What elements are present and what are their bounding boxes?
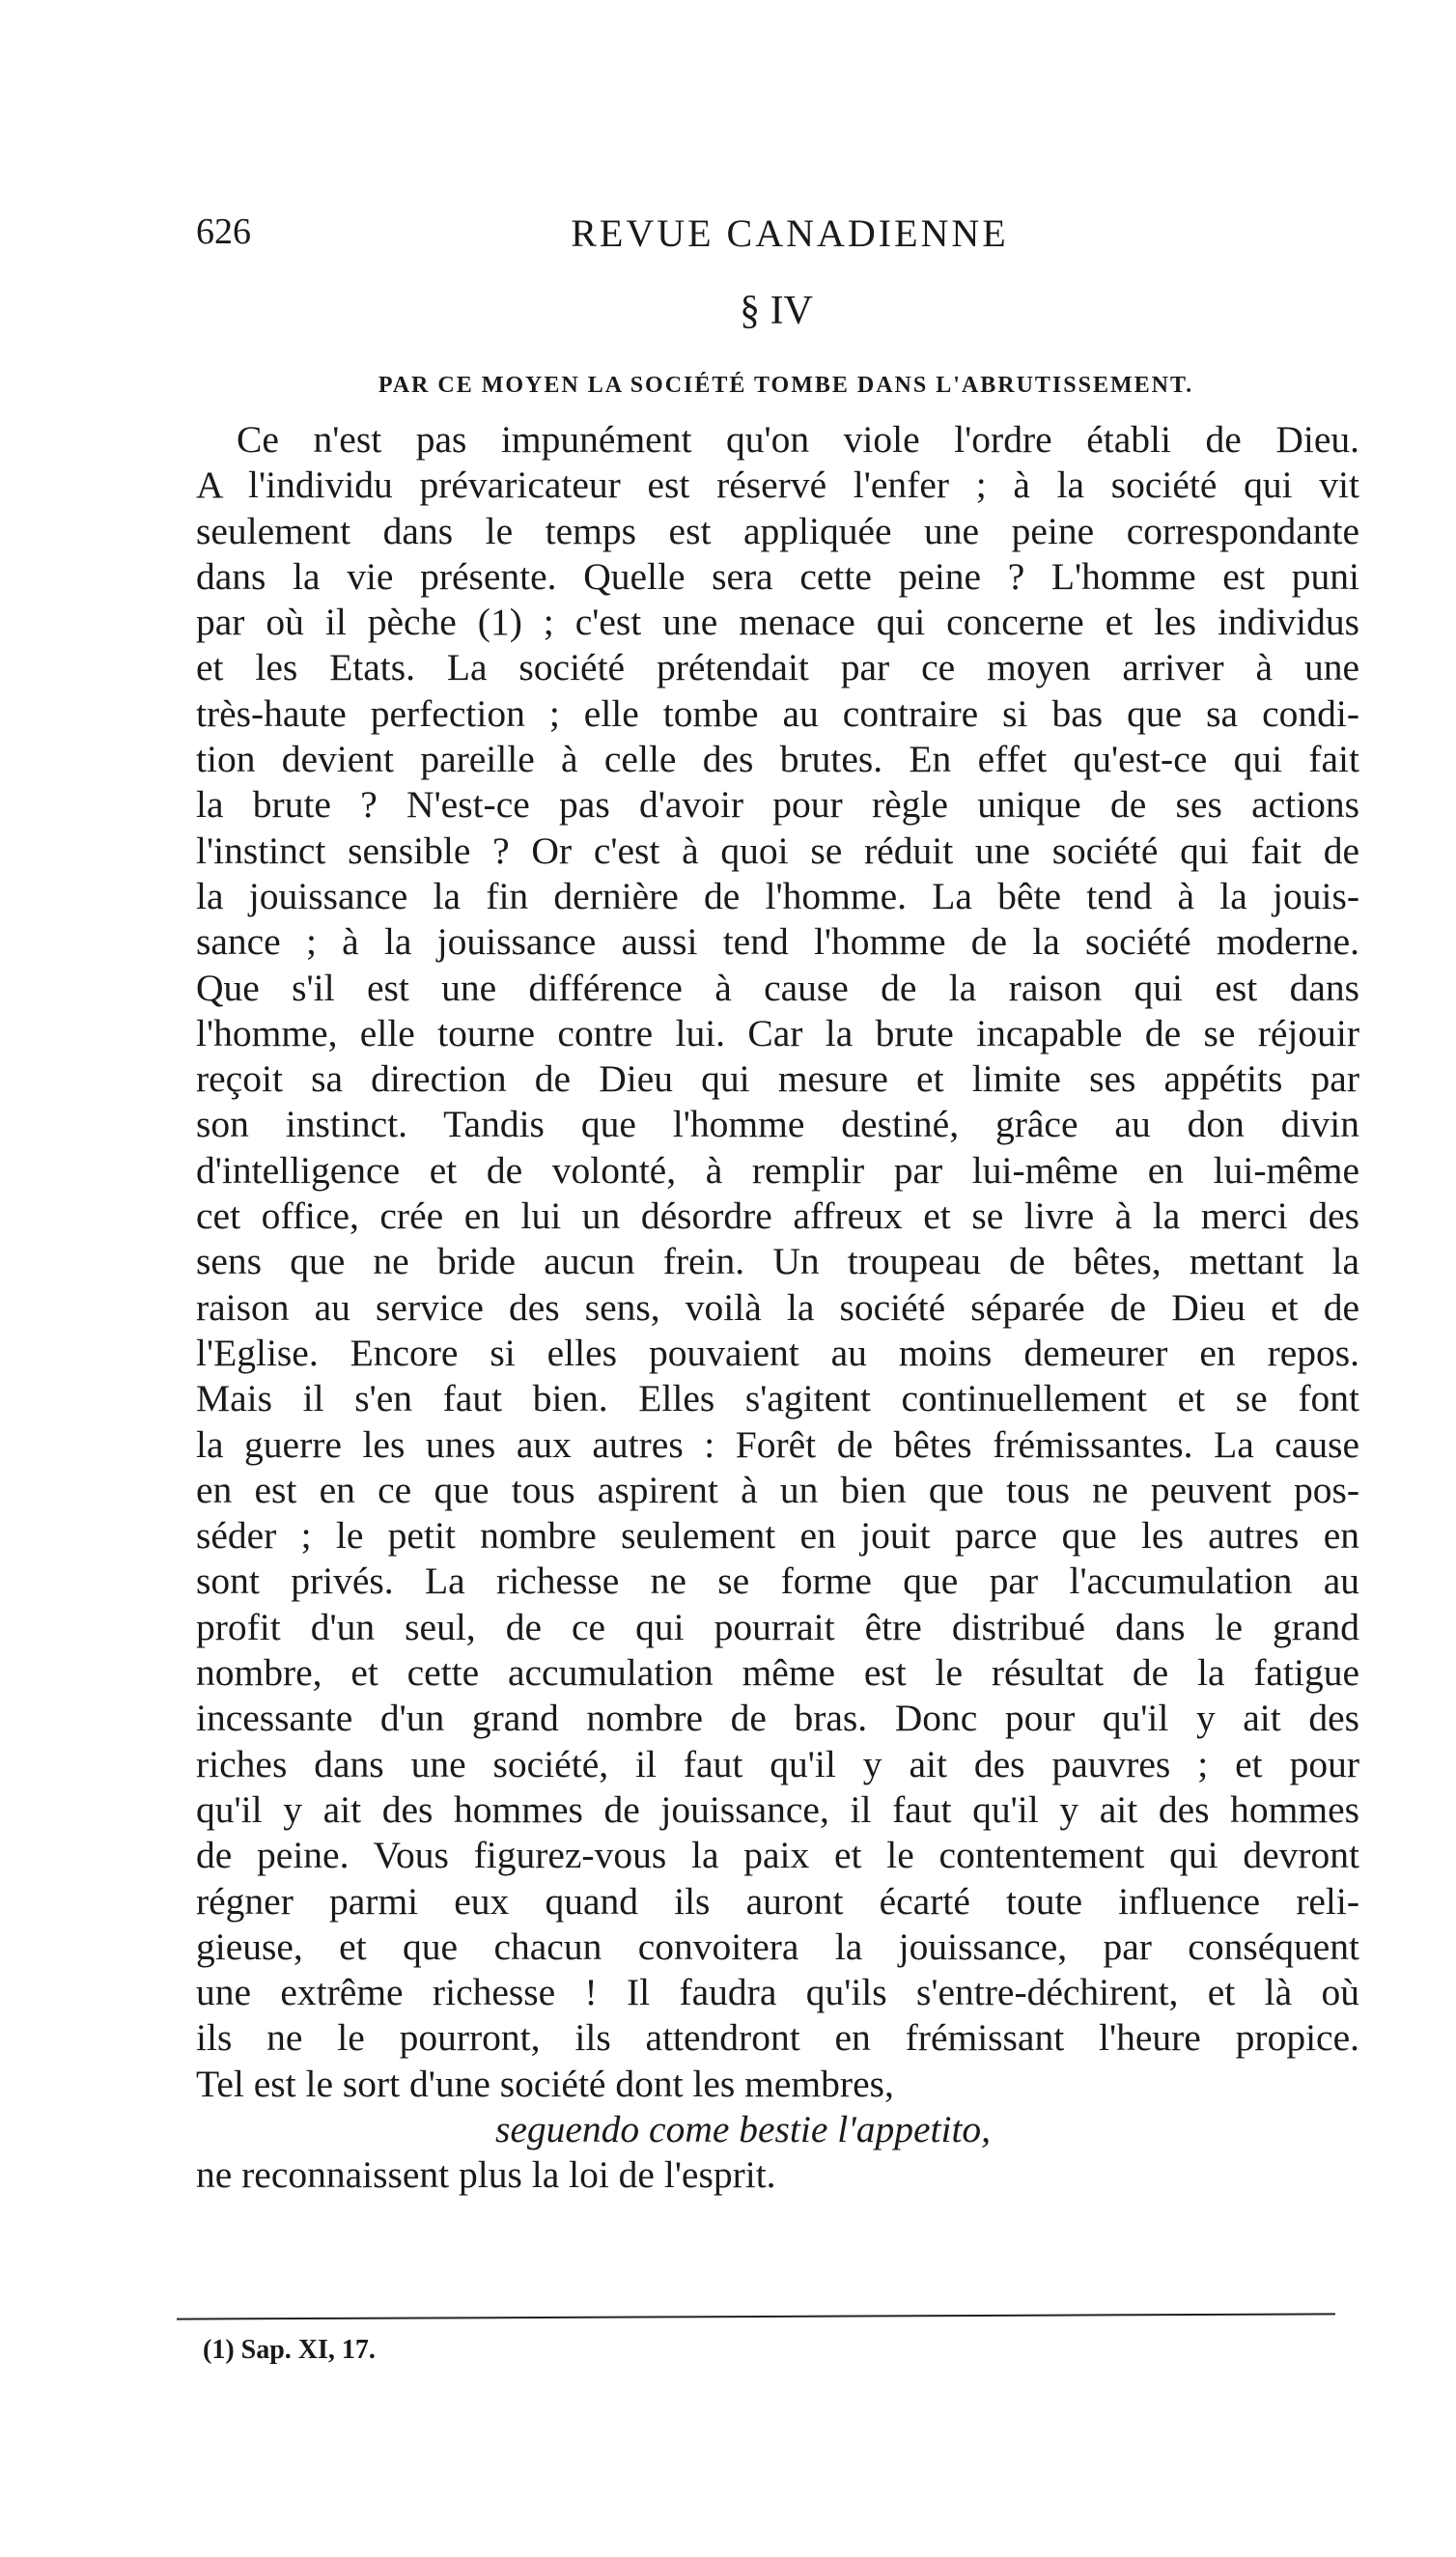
- text-line: par où il pèche (1) ; c'est une menace qui concerne et les individus: [196, 601, 1359, 644]
- text-line: et les Etats. La société prétendait par ce moyen arriver à une: [196, 646, 1359, 689]
- text-line: A l'individu prévaricateur est réservé l'enfer ; à la société qui vit: [196, 464, 1359, 507]
- text-line: sont privés. La richesse ne se forme que par l'accumulation au: [196, 1559, 1359, 1603]
- text-line: Mais il s'en faut bien. Elles s'agitent continuellement et se font: [196, 1377, 1359, 1420]
- section-number: § IV: [740, 289, 813, 333]
- text-line: l'Eglise. Encore si elles pouvaient au moins demeurer en repos.: [196, 1331, 1359, 1374]
- text-line: riches dans une société, il faut qu'il y ait des pauvres ; et pour: [196, 1742, 1359, 1785]
- text-line: tion devient pareille à celle des brutes. En effet qu'est-ce qui fait: [196, 738, 1359, 781]
- footnote-divider: [177, 2313, 1335, 2319]
- body-text: [196, 417, 1359, 2199]
- verse-quote: seguendo come bestie l'appetito,: [495, 2107, 992, 2150]
- text-line: séder ; le petit nombre seulement en jouit parce que les autres en: [196, 1514, 1359, 1558]
- text-line: l'homme, elle tourne contre lui. Car la brute incapable de se réjouir: [196, 1011, 1359, 1054]
- text-line: incessante d'un grand nombre de bras. Donc pour qu'il y ait des: [196, 1697, 1359, 1740]
- text-line: en est en ce que tous aspirent à un bien que tous ne peuvent pos-: [196, 1468, 1359, 1511]
- text-line: la jouissance la fin dernière de l'homme. La bête tend à la jouis-: [196, 874, 1359, 917]
- text-line: raison au service des sens, voilà la société séparée de Dieu et de: [196, 1285, 1359, 1329]
- text-line: dans la vie présente. Quelle sera cette peine ? L'homme est puni: [196, 554, 1359, 598]
- text-line: Que s'il est une différence à cause de la raison qui est dans: [196, 966, 1359, 1009]
- text-line: profit d'un seul, de ce qui pourrait être distribué dans le grand: [196, 1605, 1359, 1648]
- footnote: (1) Sap. XI, 17.: [203, 2335, 376, 2365]
- text-line: ils ne le pourront, ils attendront en frémissant l'heure propice.: [196, 2016, 1359, 2060]
- text-line: reçoit sa direction de Dieu qui mesure et limite ses appétits par: [196, 1057, 1359, 1101]
- page-number: 626: [196, 211, 251, 252]
- text-line: sance ; à la jouissance aussi tend l'homme de la société moderne.: [196, 920, 1359, 964]
- text-line: la brute ? N'est-ce pas d'avoir pour règle unique de ses actions: [196, 783, 1359, 827]
- section-title: PAR CE MOYEN LA SOCIÉTÉ TOMBE DANS L'ABRUTISSEMENT.: [378, 373, 1194, 398]
- closing-line: ne reconnaissent plus la loi de l'esprit.: [196, 2153, 776, 2197]
- text-line: gieuse, et que chacun convoitera la jouissance, par conséquent: [196, 1925, 1359, 1968]
- text-line: Ce n'est pas impunément qu'on viole l'ordre établi de Dieu.: [237, 418, 1359, 461]
- text-line: seulement dans le temps est appliquée une peine correspondante: [196, 509, 1359, 552]
- text-line: cet office, crée en lui un désordre affreux et se livre à la merci des: [196, 1194, 1359, 1238]
- text-line: une extrême richesse ! Il faudra qu'ils s'entre-déchirent, et là où: [196, 1971, 1359, 2014]
- text-line: la guerre les unes aux autres : Forêt de bêtes frémissantes. La cause: [196, 1422, 1359, 1466]
- text-line: l'instinct sensible ? Or c'est à quoi se réduit une société qui fait de: [196, 829, 1359, 872]
- text-line: nombre, et cette accumulation même est le résultat de la fatigue: [196, 1651, 1359, 1695]
- journal-title: REVUE CANADIENNE: [571, 211, 1009, 255]
- text-line: Tel est le sort d'une société dont les membres,: [196, 2062, 894, 2105]
- text-line: qu'il y ait des hommes de jouissance, il faut qu'il y ait des hommes: [196, 1787, 1359, 1831]
- text-line: son instinct. Tandis que l'homme destiné, grâce au don divin: [196, 1103, 1359, 1146]
- text-line: de peine. Vous figurez-vous la paix et le contentement qui devront: [196, 1834, 1359, 1877]
- text-line: d'intelligence et de volonté, à remplir par lui-même en lui-même: [196, 1148, 1359, 1192]
- text-line: régner parmi eux quand ils auront écarté toute influence reli-: [196, 1879, 1359, 1923]
- text-line: très-haute perfection ; elle tombe au contraire si bas que sa condi-: [196, 691, 1359, 735]
- running-head: [196, 211, 1326, 268]
- text-line: sens que ne bride aucun frein. Un troupeau de bêtes, mettant la: [196, 1240, 1359, 1283]
